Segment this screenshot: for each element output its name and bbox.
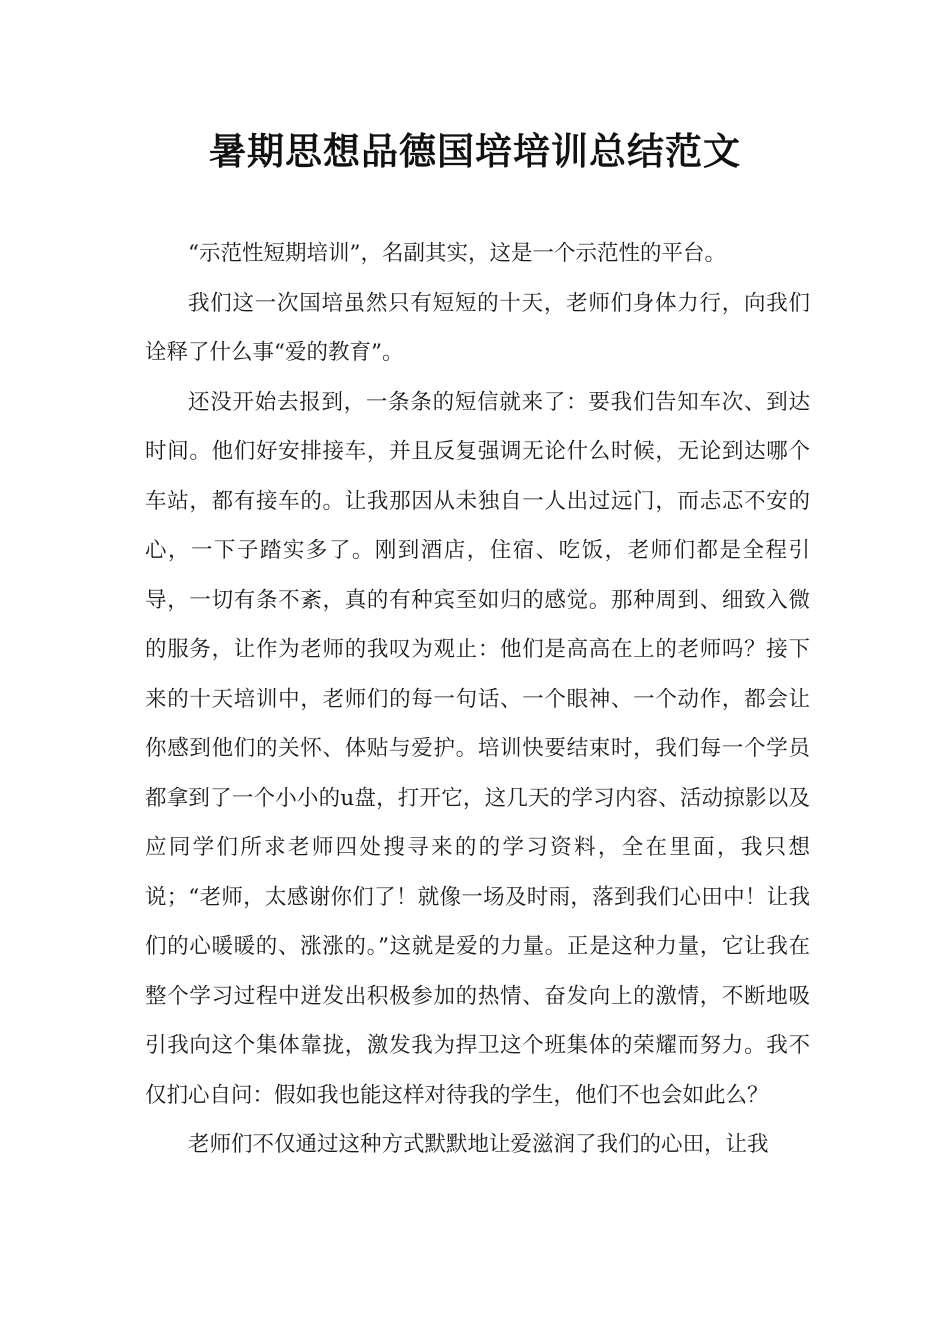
document-title: 暑期思想品德国培培训总结范文: [209, 130, 741, 173]
document-body: [145, 229, 810, 1170]
paragraph-4: 老师们不仅通过这种方式默默地让爱滋润了我们的心田，让我: [188, 1132, 769, 1157]
paragraph-2: 我们这一次国培虽然只有短短的十天，老师们身体力行，向我们诠释了什么事“爱的教育”。: [145, 290, 810, 365]
paragraph-3: 还没开始去报到，一条条的短信就来了：要我们告知车次、到达时间。他们好安排接车，并且反复强调无论什么时候，无论到达哪个车站，都有接车的。让我那因从未独自一人出过远门，而忐忑不安的心，一下子踏实多了。刚到酒店，住宿、吃饭，老师们都是全程引导，一切有条不紊，真的有种宾至如归的感觉。那种周到、细致入微的服务，让作为老师的我叹为观止：他们是高高在上的老师吗？接下来的十天培训中，老师们的每一句话、一个眼神、一个动作，都会让你感到他们的关怀、体贴与爱护。培训快要结束时，我们每一个学员都拿到了一个小小的u盘，打开它，这几天的学习内容、活动掠影以及应同学们所求老师四处搜寻来的的学习资料，全在里面，我只想说；“老师，太感谢你们了！就像一场及时雨，落到我们心田中！让我们的心暖暖的、涨涨的。”这就是爱的力量。正是这种力量，它让我在整个学习过程中迸发出积极参加的热情、奋发向上的激情，不断地吸引我向这个集体靠拢，激发我为捍卫这个班集体的荣耀而努力。我不仅扪心自问：假如我也能这样对待我的学生，他们不也会如此么？: [145, 389, 810, 1108]
paragraph-1: “示范性短期培训”，名副其实，这是一个示范性的平台。: [188, 241, 726, 266]
